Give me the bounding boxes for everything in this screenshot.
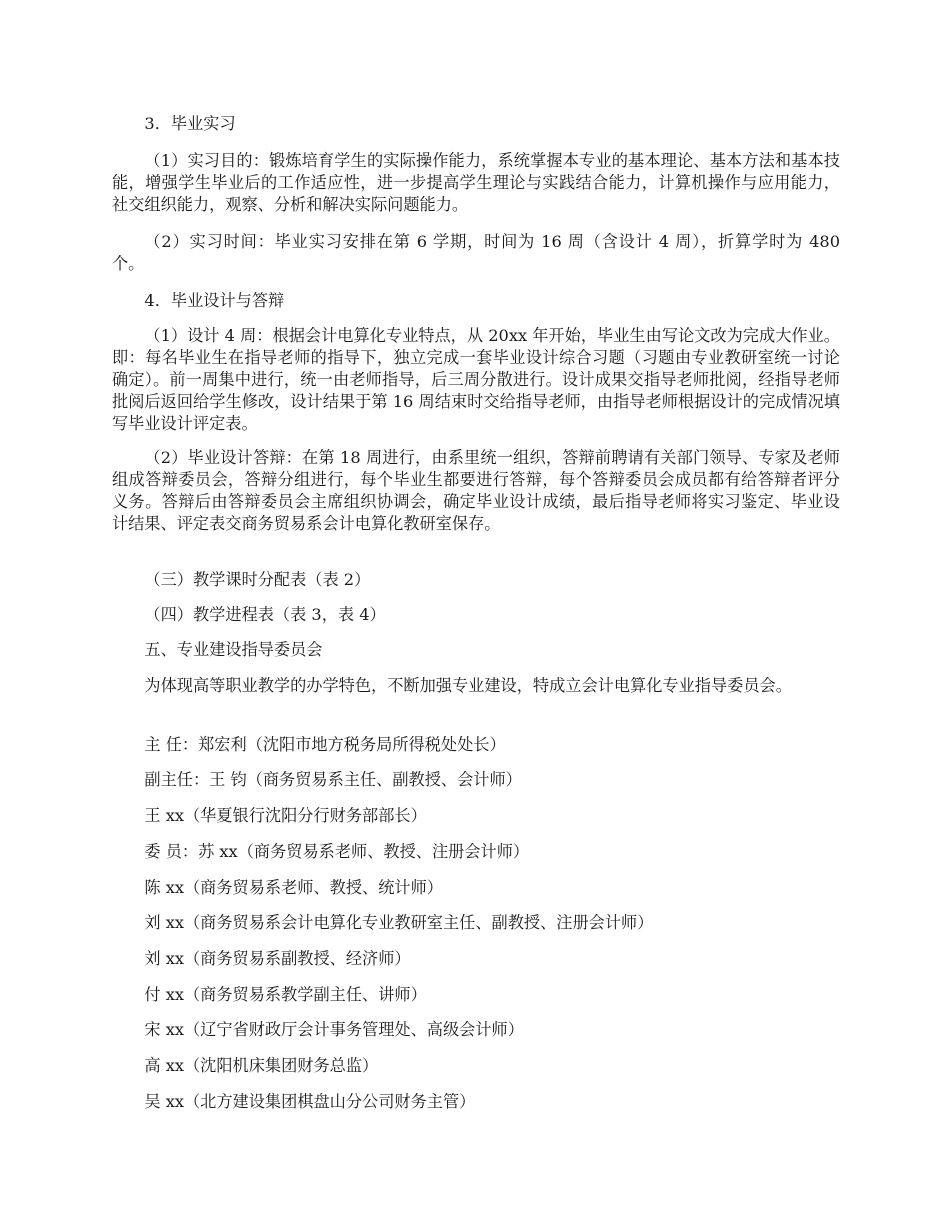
section-5-heading: 五、专业建设指导委员会 [144, 640, 323, 659]
committee-intro-paragraph: 为体现高等职业教学的办学特色，不断加强专业建设，特成立会计电算化专业指导委员会。 [144, 676, 792, 695]
teaching-hours-table-ref: （三）教学课时分配表（表 2） [144, 570, 371, 589]
section-3-heading: 3．毕业实习 [144, 114, 236, 133]
committee-member: 付 xx（商务贸易系教学副主任、讲师） [144, 985, 427, 1004]
committee-member: 宋 xx（辽宁省财政厅会计事务管理处、高级会计师） [144, 1020, 524, 1039]
committee-member: 刘 xx（商务贸易系会计电算化专业教研室主任、副教授、注册会计师） [144, 913, 654, 932]
committee-member: 吴 xx（北方建设集团棋盘山分公司财务主管） [144, 1092, 476, 1111]
committee-member: 副主任：王 钧（商务贸易系主任、副教授、会计师） [144, 770, 522, 789]
committee-member: 高 xx（沈阳机床集团财务总监） [144, 1056, 379, 1075]
teaching-schedule-table-ref: （四）教学进程表（表 3，表 4） [144, 605, 386, 624]
design-paragraph: （1）设计 4 周：根据会计电算化专业特点，从 20xx 年开始，毕业生由写论文改为完成大作业。即：每名毕业生在指导老师的指导下，独立完成一套毕业设计综合习题（习题由专业教研室统一讨论确定）。前一周集中进行，统一由老师指导，后三周分散进行。设计成果交指导老师批阅，经指导老师批阅后返回给学生修改，设计结果于第 16 周结束时交给指导老师，由指导老师根据设计的完成情况填写毕业设计评定表。 [112, 326, 840, 433]
committee-member: 委 员：苏 xx（商务贸易系老师、教授、注册会计师） [144, 842, 530, 861]
section-4-heading: 4．毕业设计与答辩 [144, 291, 285, 310]
defense-paragraph: （2）毕业设计答辩：在第 18 周进行，由系里统一组织，答辩前聘请有关部门领导、专家及老师组成答辩委员会，答辩分组进行，每个毕业生都要进行答辩，每个答辩委员会成员都有给答辩者评分义务。答辩后由答辩委员会主席组织协调会，确定毕业设计成绩，最后指导老师将实习鉴定、毕业设计结果、评定表交商务贸易系会计电算化教研室保存。 [112, 448, 840, 533]
internship-time-paragraph: （2）实习时间：毕业实习安排在第 6 学期，时间为 16 周（含设计 4 周），折算学时为 480 个。 [112, 232, 840, 273]
committee-member: 王 xx（华夏银行沈阳分行财务部部长） [144, 806, 427, 825]
committee-member: 刘 xx（商务贸易系副教授、经济师） [144, 949, 411, 968]
committee-member: 陈 xx（商务贸易系老师、教授、统计师） [144, 878, 443, 897]
internship-purpose-paragraph: （1）实习目的：锻炼培育学生的实际操作能力，系统掌握本专业的基本理论、基本方法和基本技能，增强学生毕业后的工作适应性，进一步提高学生理论与实践结合能力，计算机操作与应用能力，社交组织能力，观察、分析和解决实际问题能力。 [112, 151, 840, 214]
committee-member: 主 任：郑宏利（沈阳市地方税务局所得税处处长） [144, 735, 506, 754]
